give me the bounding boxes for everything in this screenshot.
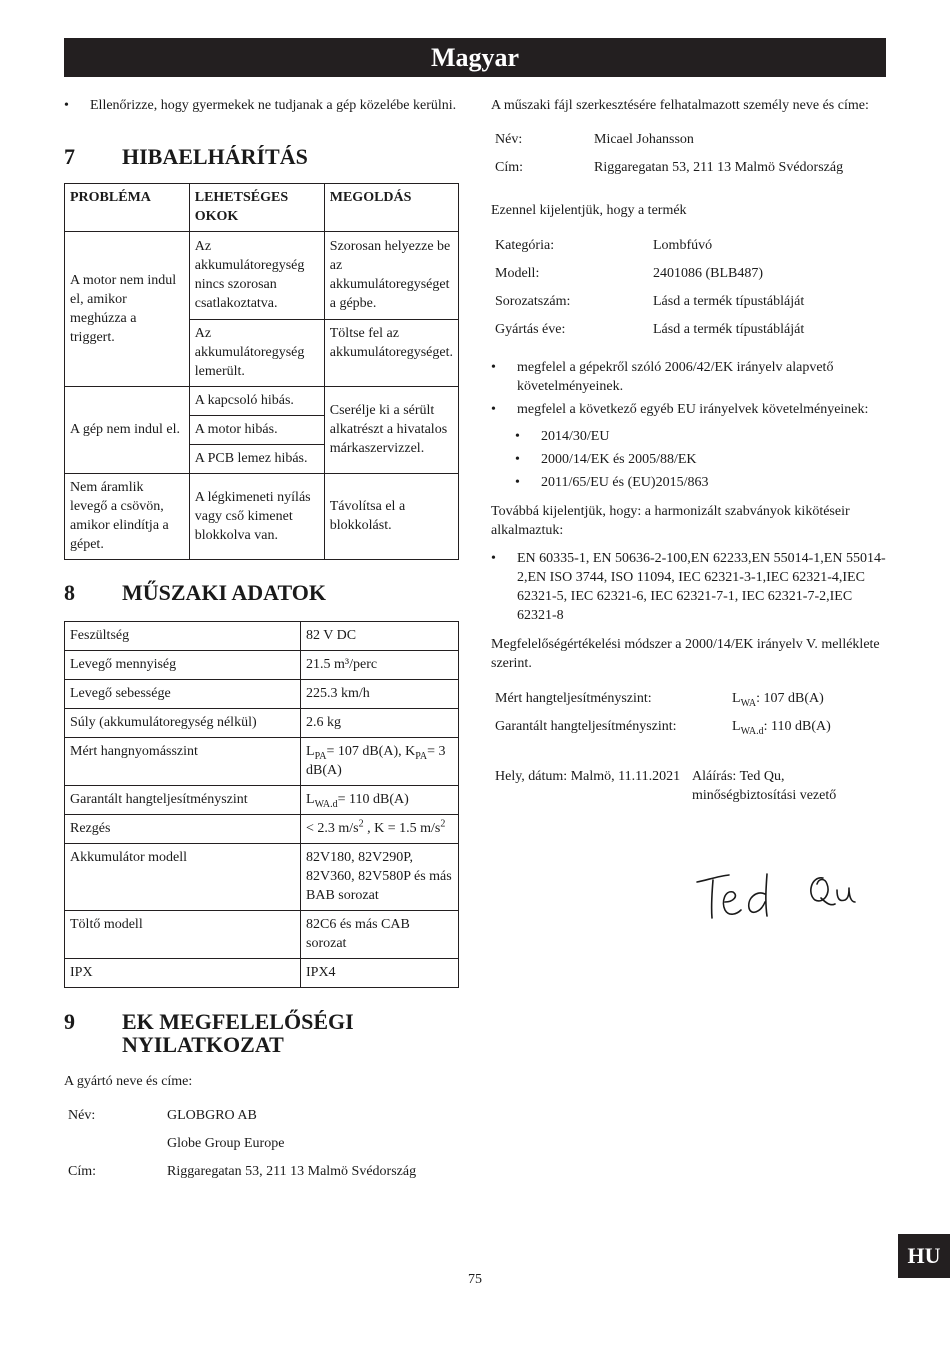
spec-value: 2.6 kg — [301, 709, 459, 738]
table-row — [65, 622, 459, 651]
page-title: Magyar — [430, 43, 520, 72]
bullet-dot: • — [515, 429, 520, 444]
solution-cell: Szorosan helyezze be az akkumulátoregységet a gépbe. — [324, 232, 458, 320]
solution-cell: Távolítsa el a blokkolást. — [324, 474, 458, 560]
bullet-dot: • — [491, 360, 496, 375]
field-value — [732, 689, 824, 708]
handwritten-signature — [695, 872, 875, 926]
table-row — [65, 387, 459, 416]
field-value: Globe Group Europe — [167, 1136, 285, 1151]
directive-item — [515, 473, 886, 492]
field-label: Sorozatszám: — [495, 294, 571, 309]
solution-cell: Töltse fel az akkumulátoregységet. — [324, 320, 458, 387]
bullet-dot: • — [491, 551, 496, 566]
column-header: MEGOLDÁS — [324, 184, 458, 232]
standards-bullet — [491, 549, 886, 625]
value-superscript: 2 — [440, 818, 446, 830]
section-9-heading — [64, 1010, 459, 1056]
field-value: Lásd a termék típustábláját — [653, 322, 805, 337]
value-part: L — [732, 691, 741, 706]
value-subscript: WA — [740, 697, 757, 709]
spec-label: Mért hangnyomásszint — [65, 738, 301, 786]
field-value: Riggaregatan 53, 211 13 Malmö Svédország — [594, 160, 844, 175]
field-value: Lombfúvó — [653, 238, 713, 253]
section-title-line: NYILATKOZAT — [122, 1032, 284, 1057]
declaration-text: Ezennel kijelentjük, hogy a termék — [491, 203, 687, 218]
field-value: Riggaregatan 53, 211 13 Malmö Svédország — [167, 1164, 417, 1179]
bullet-dot: • — [64, 98, 69, 113]
table-row — [65, 844, 459, 911]
signer-info: Aláírás: Ted Qu, minőségbiztosítási vezető — [692, 769, 837, 803]
section-number: 7 — [64, 144, 75, 169]
spec-label: Rezgés — [65, 815, 301, 844]
product-row — [495, 320, 886, 348]
spec-value: 21.5 m³/perc — [301, 651, 459, 680]
spec-label: Töltő modell — [65, 911, 301, 959]
spec-label: Levegő mennyiség — [65, 651, 301, 680]
problem-cell: A motor nem indul el, amikor meghúzza a triggert. — [65, 232, 190, 387]
section-8-heading — [64, 581, 459, 604]
directive-item — [515, 427, 886, 446]
value-part: = 107 dB(A), K — [326, 744, 416, 759]
column-header: LEHETSÉGES OKOK — [189, 184, 324, 232]
maker-name-row — [68, 1106, 459, 1134]
intro-bullet — [64, 96, 459, 115]
value-part: : 110 dB(A) — [763, 719, 831, 734]
spec-value: 82V180, 82V290P, 82V360, 82V580P és más BAB sorozat — [301, 844, 459, 911]
right-column — [491, 96, 886, 805]
cause-cell: Az akkumulátoregység nincs szorosan csatlakoztatva. — [189, 232, 324, 320]
tech-block — [491, 130, 886, 186]
bullet-text: megfelel a következő egyéb EU irányelvek követelményeinek: — [517, 402, 869, 417]
solution-cell: Cserélje ki a sérült alkatrészt a hivatalos márkaszervizzel. — [324, 387, 458, 474]
problem-cell: A gép nem indul el. — [65, 387, 190, 474]
sound-block — [491, 689, 886, 745]
page-number: 75 — [468, 1272, 482, 1287]
section-number: 8 — [64, 580, 75, 605]
left-column — [64, 96, 459, 1190]
section-7-heading — [64, 145, 459, 168]
directive-text: 2011/65/EU és (EU)2015/863 — [541, 475, 709, 490]
tech-intro: A műszaki fájl szerkesztésére felhatalmazott személy neve és címe: — [491, 98, 869, 113]
product-row — [495, 236, 886, 264]
tech-name-row — [495, 130, 886, 158]
table-row — [65, 232, 459, 320]
spec-label: Súly (akkumulátoregység nélkül) — [65, 709, 301, 738]
cause-cell: A légkimeneti nyílás vagy cső kimenet blokkolva van. — [189, 474, 324, 560]
spec-label: Akkumulátor modell — [65, 844, 301, 911]
value-subscript: WA.d — [314, 798, 338, 810]
section-title: HIBAELHÁRÍTÁS — [122, 144, 308, 169]
language-tab: HU — [898, 1234, 950, 1278]
intro-bullet-text: Ellenőrizze, hogy gyermekek ne tudjanak a gép közelébe kerülni. — [90, 98, 457, 113]
field-label: Cím: — [68, 1164, 97, 1179]
table-row — [65, 815, 459, 844]
table-row — [65, 651, 459, 680]
method-text: Megfelelőségértékelési módszer a 2000/14/EK irányelv V. melléklete szerint. — [491, 637, 880, 671]
page-title-banner — [64, 38, 886, 77]
cause-cell: A kapcsoló hibás. — [189, 387, 324, 416]
specs-table — [64, 621, 459, 988]
spec-value: 225.3 km/h — [301, 680, 459, 709]
column-header: PROBLÉMA — [65, 184, 190, 232]
cause-cell: Az akkumulátoregység lemerült. — [189, 320, 324, 387]
spec-value: 82C6 és más CAB sorozat — [301, 911, 459, 959]
table-row — [65, 709, 459, 738]
maker-intro: A gyártó neve és címe: — [64, 1074, 193, 1089]
value-part: L — [306, 744, 315, 759]
value-part: : 107 dB(A) — [756, 691, 824, 706]
troubleshooting-table — [64, 183, 459, 560]
table-row — [65, 474, 459, 560]
sound-row — [495, 717, 886, 745]
spec-value: 82 V DC — [301, 622, 459, 651]
field-label: Gyártás éve: — [495, 322, 566, 337]
directive-item — [515, 450, 886, 469]
spec-label: Feszültség — [65, 622, 301, 651]
section-title — [122, 1010, 354, 1056]
value-subscript: PA — [415, 750, 428, 762]
bullet-dot: • — [491, 402, 496, 417]
signature-row — [491, 767, 886, 805]
field-label: Kategória: — [495, 238, 555, 253]
harmonized-text: Továbbá kijelentjük, hogy: a harmonizált szabványok kikötéseir alkalmaztuk: — [491, 504, 850, 538]
table-row — [65, 911, 459, 959]
compliance-bullet — [491, 400, 886, 419]
spec-value — [301, 786, 459, 815]
maker-address-row — [68, 1162, 459, 1190]
maker-block — [64, 1106, 459, 1190]
section-title-line: EK MEGFELELŐSÉGI — [122, 1009, 354, 1034]
field-label: Garantált hangteljesítményszint: — [495, 719, 677, 734]
field-label: Cím: — [495, 160, 524, 175]
value-part: , K = 1.5 m/s — [363, 821, 441, 836]
value-part: < 2.3 m/s — [306, 821, 359, 836]
product-row — [495, 292, 886, 320]
field-value: Lásd a termék típustábláját — [653, 294, 805, 309]
bullet-dot: • — [515, 475, 520, 490]
value-superscript: 2 — [358, 818, 364, 830]
spec-value — [301, 815, 459, 844]
field-value: GLOBGRO AB — [167, 1108, 257, 1123]
directive-list — [491, 427, 886, 492]
spec-label: Garantált hangteljesítményszint — [65, 786, 301, 815]
table-row — [65, 786, 459, 815]
tech-address-row — [495, 158, 886, 186]
section-number: 9 — [64, 1009, 75, 1034]
place-date: Hely, dátum: Malmö, 11.11.2021 — [495, 769, 681, 784]
value-part: = 110 dB(A) — [337, 792, 409, 807]
directive-text: 2014/30/EU — [541, 429, 610, 444]
value-part: L — [732, 719, 741, 734]
table-row — [65, 680, 459, 709]
bullet-dot: • — [515, 452, 520, 467]
value-subscript: WA.d — [740, 725, 764, 737]
spec-label: Levegő sebessége — [65, 680, 301, 709]
sound-row — [495, 689, 886, 717]
table-header-row — [65, 184, 459, 232]
standards-text: EN 60335-1, EN 50636-2-100,EN 62233,EN 55014-1,EN 55014-2,EN ISO 3744, ISO 11094, IEC 62321-3-1,IEC 62321-4,IEC 62321-5, IEC 62321-6, IEC 62321-7-1, IEC 62321-7-2,IEC 62321-8 — [517, 551, 886, 623]
product-block — [491, 236, 886, 348]
bullet-text: megfelel a gépekről szóló 2006/42/EK irányelv alapvető követelményeinek. — [517, 360, 834, 394]
spec-value: IPX4 — [301, 959, 459, 988]
value-subscript: PA — [314, 750, 327, 762]
field-label: Mért hangteljesítményszint: — [495, 691, 652, 706]
cause-cell: A PCB lemez hibás. — [189, 445, 324, 474]
value-part: L — [306, 792, 315, 807]
field-value — [732, 717, 831, 736]
compliance-bullet — [491, 358, 886, 396]
maker-name-row-2 — [68, 1134, 459, 1162]
problem-cell: Nem áramlik levegő a csövön, amikor elindítja a gépet. — [65, 474, 190, 560]
field-label: Név: — [495, 132, 523, 147]
field-value: Micael Johansson — [594, 132, 694, 147]
table-row — [65, 959, 459, 988]
directive-text: 2000/14/EK és 2005/88/EK — [541, 452, 697, 467]
value-part: = 3 dB(A) — [306, 744, 446, 778]
product-row — [495, 264, 886, 292]
spec-value — [301, 738, 459, 786]
table-row — [65, 738, 459, 786]
spec-label: IPX — [65, 959, 301, 988]
cause-cell: A motor hibás. — [189, 416, 324, 445]
field-label: Modell: — [495, 266, 540, 281]
field-value: 2401086 (BLB487) — [653, 266, 764, 281]
section-title: MŰSZAKI ADATOK — [122, 580, 326, 605]
field-label: Név: — [68, 1108, 96, 1123]
